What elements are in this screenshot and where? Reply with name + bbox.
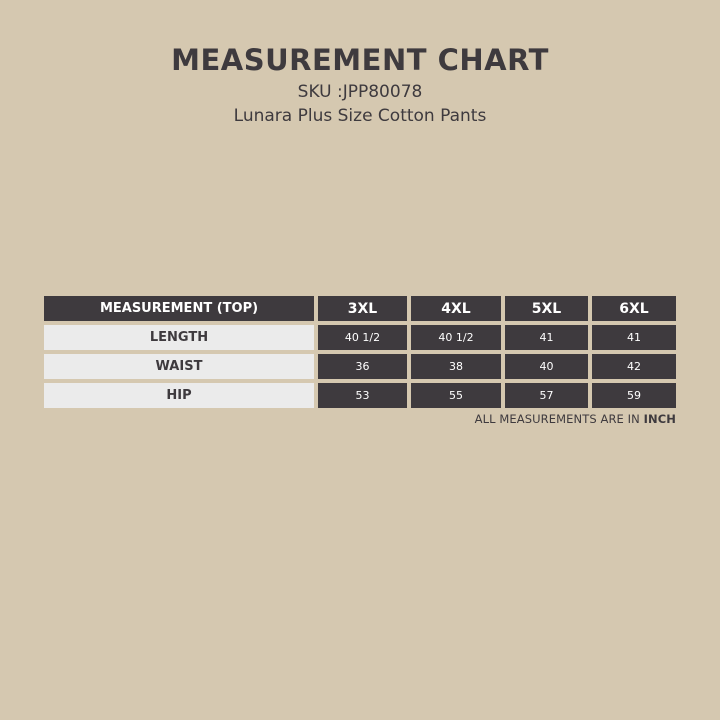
units-note-unit: INCH	[643, 412, 676, 426]
table-cell: 36	[318, 354, 407, 379]
table-cell: 59	[592, 383, 676, 408]
table-row	[44, 354, 676, 379]
product-name: Lunara Plus Size Cotton Pants	[233, 106, 487, 126]
units-note-text: ALL MEASUREMENTS ARE IN	[474, 412, 644, 426]
units-note	[44, 412, 676, 426]
row-label-hip: HIP	[44, 383, 314, 408]
sku-label: SKU :JPP80078	[297, 82, 423, 102]
table-row	[44, 383, 676, 408]
column-header-measurement: MEASUREMENT (TOP)	[44, 296, 314, 321]
column-header-3xl: 3XL	[318, 296, 407, 321]
table-row	[44, 325, 676, 350]
row-label-waist: WAIST	[44, 354, 314, 379]
page-title: MEASUREMENT CHART	[171, 43, 549, 77]
table-header-row	[44, 296, 676, 321]
table-cell: 40 1/2	[411, 325, 501, 350]
table-cell: 42	[592, 354, 676, 379]
column-header-6xl: 6XL	[592, 296, 676, 321]
column-header-5xl: 5XL	[505, 296, 588, 321]
table-cell: 57	[505, 383, 588, 408]
chart-header	[0, 40, 720, 128]
table-cell: 40 1/2	[318, 325, 407, 350]
table-cell: 40	[505, 354, 588, 379]
table-cell: 53	[318, 383, 407, 408]
row-label-length: LENGTH	[44, 325, 314, 350]
table-cell: 41	[592, 325, 676, 350]
column-header-4xl: 4XL	[411, 296, 501, 321]
measurement-table	[44, 296, 676, 426]
table-cell: 41	[505, 325, 588, 350]
table-cell: 38	[411, 354, 501, 379]
table-cell: 55	[411, 383, 501, 408]
